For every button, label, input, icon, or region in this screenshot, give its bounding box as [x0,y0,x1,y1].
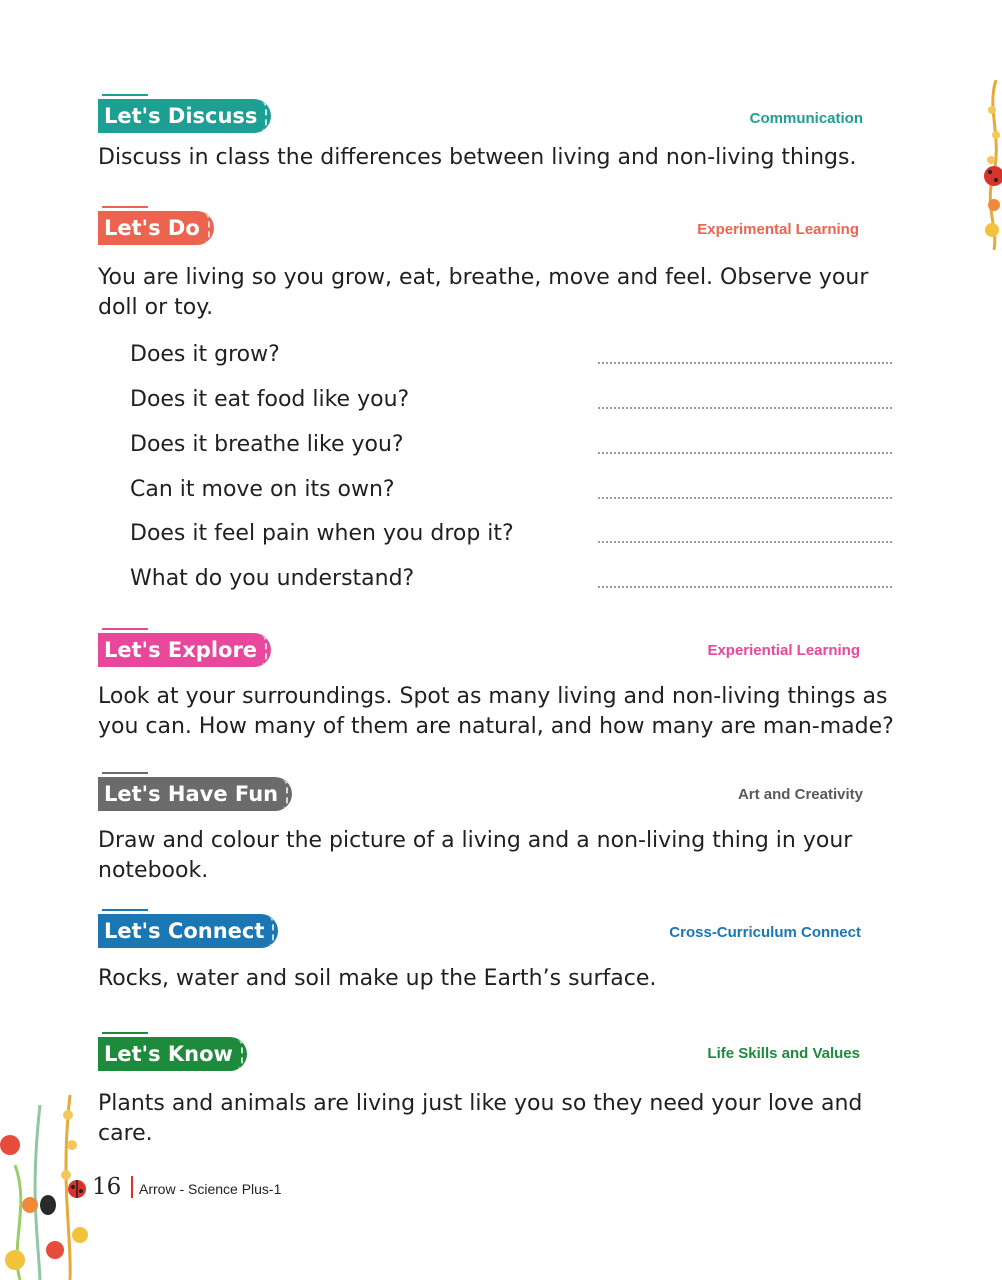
question-row [130,430,892,460]
question-text: Does it grow? [130,342,280,367]
connect-text: Rocks, water and soil make up the Earth’s surface. [98,966,657,991]
question-row [130,519,892,549]
question-text: Does it eat food like you? [130,387,410,412]
explore-text: Look at your surroundings. Spot as many living and non-living things as you can. How many of them are natural, and how many are man-made? [98,684,894,739]
answer-line[interactable] [598,407,892,409]
lets-connect-badge: Let's Connect [98,914,278,948]
question-text: What do you understand? [130,566,415,591]
footer-divider [131,1176,133,1198]
know-skill-label: Life Skills and Values [707,1045,860,1062]
discuss-skill-label: Communication [749,110,863,127]
have-fun-text: Draw and colour the picture of a living and a non-living thing in your notebook. [98,828,853,883]
do-text: You are living so you grow, eat, breathe, move and feel. Observe your doll or toy. [98,265,869,320]
lets-do-badge: Let's Do [98,211,214,245]
answer-line[interactable] [598,452,892,454]
question-text: Can it move on its own? [130,477,395,502]
lets-discuss-badge: Let's Discuss [98,99,271,133]
lets-explore-badge: Let's Explore [98,633,271,667]
have-fun-skill-label: Art and Creativity [737,786,863,803]
connect-skill-label: Cross-Curriculum Connect [669,924,861,941]
flower-vine-decoration-icon [982,80,1002,250]
page-number: 16 [92,1174,122,1200]
question-text: Does it breathe like you? [130,432,404,457]
question-row [130,340,892,370]
discuss-text: Discuss in class the differences between living and non-living things. [98,145,857,170]
explore-skill-label: Experiential Learning [707,642,860,659]
lets-know-badge: Let's Know [98,1037,247,1071]
question-text: Does it feel pain when you drop it? [130,521,514,546]
ladybug-icon [66,1178,88,1200]
answer-line[interactable] [598,586,892,588]
do-skill-label: Experimental Learning [697,221,859,238]
answer-line[interactable] [598,541,892,543]
lets-have-fun-badge: Let's Have Fun [98,777,292,811]
question-row [130,564,892,594]
question-row [130,475,892,505]
answer-line[interactable] [598,362,892,364]
know-text: Plants and animals are living just like you so they need your love and care. [98,1091,863,1146]
answer-line[interactable] [598,497,892,499]
question-row [130,385,892,415]
book-title: Arrow - Science Plus-1 [139,1181,282,1197]
